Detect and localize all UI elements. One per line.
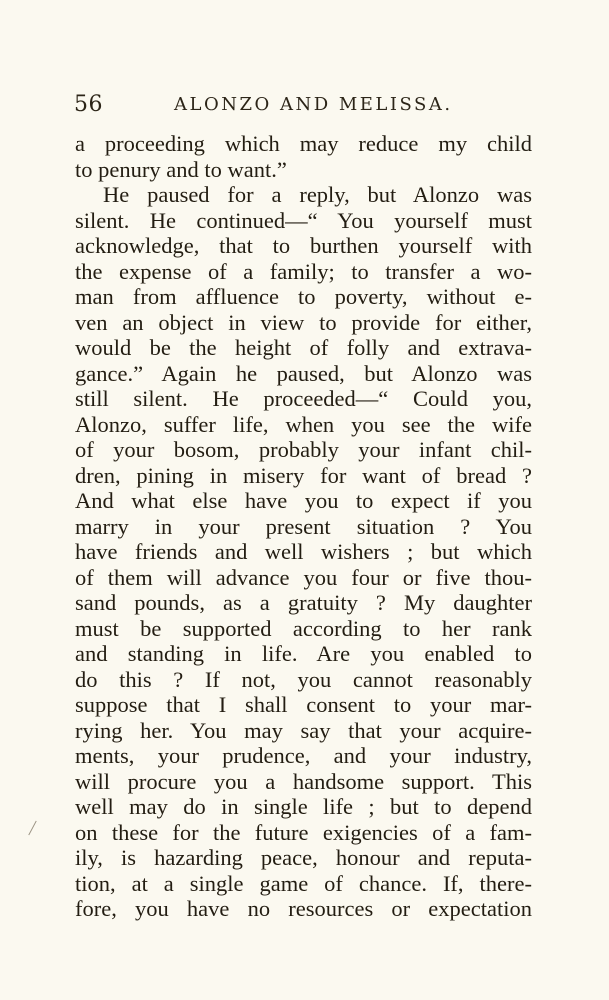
text-line: the expense of a family; to transfer a wo-: [75, 258, 532, 284]
text-line: tion, at a single game of chance. If, there-: [75, 870, 532, 896]
text-line: fore, you have no resources or expectation: [75, 896, 532, 921]
text-line: silent. He continued—“ You yourself must: [75, 207, 532, 233]
text-line: sand pounds, as a gratuity ? My daughter: [75, 590, 532, 615]
text-line: He paused for a reply, but Alonzo was: [103, 182, 532, 207]
text-line: of them will advance you four or five thou-: [75, 564, 532, 590]
running-title: ALONZO AND MELISSA.: [174, 94, 453, 115]
running-head: [74, 92, 536, 118]
text-line: marry in your present situation ? You: [75, 513, 532, 539]
text-line: ven an object in view to provide for either,: [75, 309, 532, 335]
text-line: and standing in life. Are you enabled to: [75, 641, 532, 666]
text-line: to penury and to want.”: [75, 156, 287, 182]
text-line: on these for the future exigencies of a fam-: [75, 819, 532, 845]
text-line: suppose that I shall consent to your mar-: [75, 692, 532, 717]
text-line: must be supported according to her rank: [75, 615, 532, 641]
text-line: do this ? If not, you cannot reasonably: [75, 666, 532, 692]
text-line: will procure you a handsome support. This: [75, 768, 532, 794]
body-text: [75, 131, 532, 922]
margin-mark: [28, 821, 36, 836]
text-line: Alonzo, suffer life, when you see the wife: [75, 411, 532, 437]
text-line: still silent. He proceeded—“ Could you,: [75, 386, 532, 411]
text-line: gance.” Again he paused, but Alonzo was: [75, 360, 532, 386]
text-line: a proceeding which may reduce my child: [75, 131, 532, 156]
page-number: 56: [74, 92, 103, 117]
text-line: ments, your prudence, and your industry,: [75, 743, 532, 768]
text-line: have friends and well wishers ; but which: [75, 539, 532, 564]
text-line: ily, is hazarding peace, honour and reputa-: [75, 845, 532, 870]
text-line: And what else have you to expect if you: [75, 488, 532, 513]
text-line: man from affluence to poverty, without e-: [75, 284, 532, 309]
text-line: of your bosom, probably your infant chil-: [75, 437, 532, 462]
text-line: well may do in single life ; but to depend: [75, 794, 532, 819]
text-line: would be the height of folly and extrava-: [75, 335, 532, 360]
text-line: rying her. You may say that your acquire-: [75, 717, 532, 743]
text-line: dren, pining in misery for want of bread ?: [75, 462, 532, 488]
text-line: acknowledge, that to burthen yourself with: [75, 233, 532, 258]
